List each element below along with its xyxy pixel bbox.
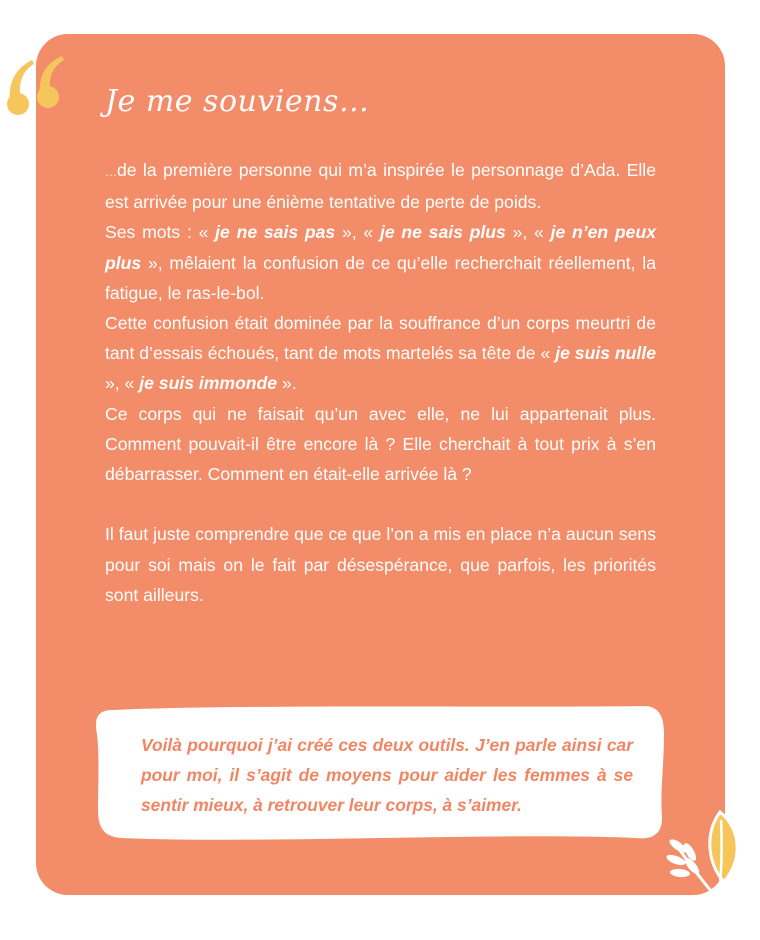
section-heading: Je me souviens… — [105, 84, 370, 119]
emphasis-quote: je ne sais plus — [379, 222, 506, 243]
emphasis-quote: je ne sais pas — [215, 222, 336, 243]
emphasis-quote: je suis nulle — [555, 343, 656, 364]
paragraph-5: Il faut juste comprendre que ce que l’on a mis en place n’a aucun sens pour soi mais on le fait par désespérance, que parfois, les priorités sont ailleurs. — [105, 524, 656, 605]
wheat-leaf-icon — [664, 806, 748, 896]
body-text — [105, 155, 656, 610]
emphasis-quote: je suis immonde — [139, 373, 278, 394]
paragraph-4: Ce corps qui ne faisait qu’un avec elle, ne lui appartenait plus. Comment pouvait-il être encore là ? Elle cherchait à tout prix à s’en débarrasser. Comment en était-elle arrivée là ? — [105, 403, 656, 485]
paragraph-spacer — [105, 489, 656, 519]
callout-text: Voilà pourquoi j’ai créé ces deux outils. J’en parle ainsi car pour moi, il s’agit de moyens pour aider les femmes à se sentir mieux, à retrouver leur corps, à s’aimer. — [141, 735, 633, 815]
paragraph-2: Ses mots : « je ne sais pas », « je ne sais plus », « je n’en peux plus », mêlaient la confusion de ce qu’elle recherchait réellement, la fatigue, le ras-le-bol. — [105, 222, 656, 303]
paragraph-3: Cette confusion était dominée par la souffrance d’un corps meurtri de tant d’essais échoués, tant de mots martelés sa tête de « je suis nulle », « je suis immonde ». — [105, 313, 656, 394]
paragraph-1: …de la première personne qui m’a inspirée le personnage d’Ada. Elle est arrivée pour une énième tentative de perte de poids. — [105, 160, 656, 213]
emphasis-quote: je n’en peux plus — [105, 222, 656, 273]
quote-mark-icon — [4, 52, 66, 122]
